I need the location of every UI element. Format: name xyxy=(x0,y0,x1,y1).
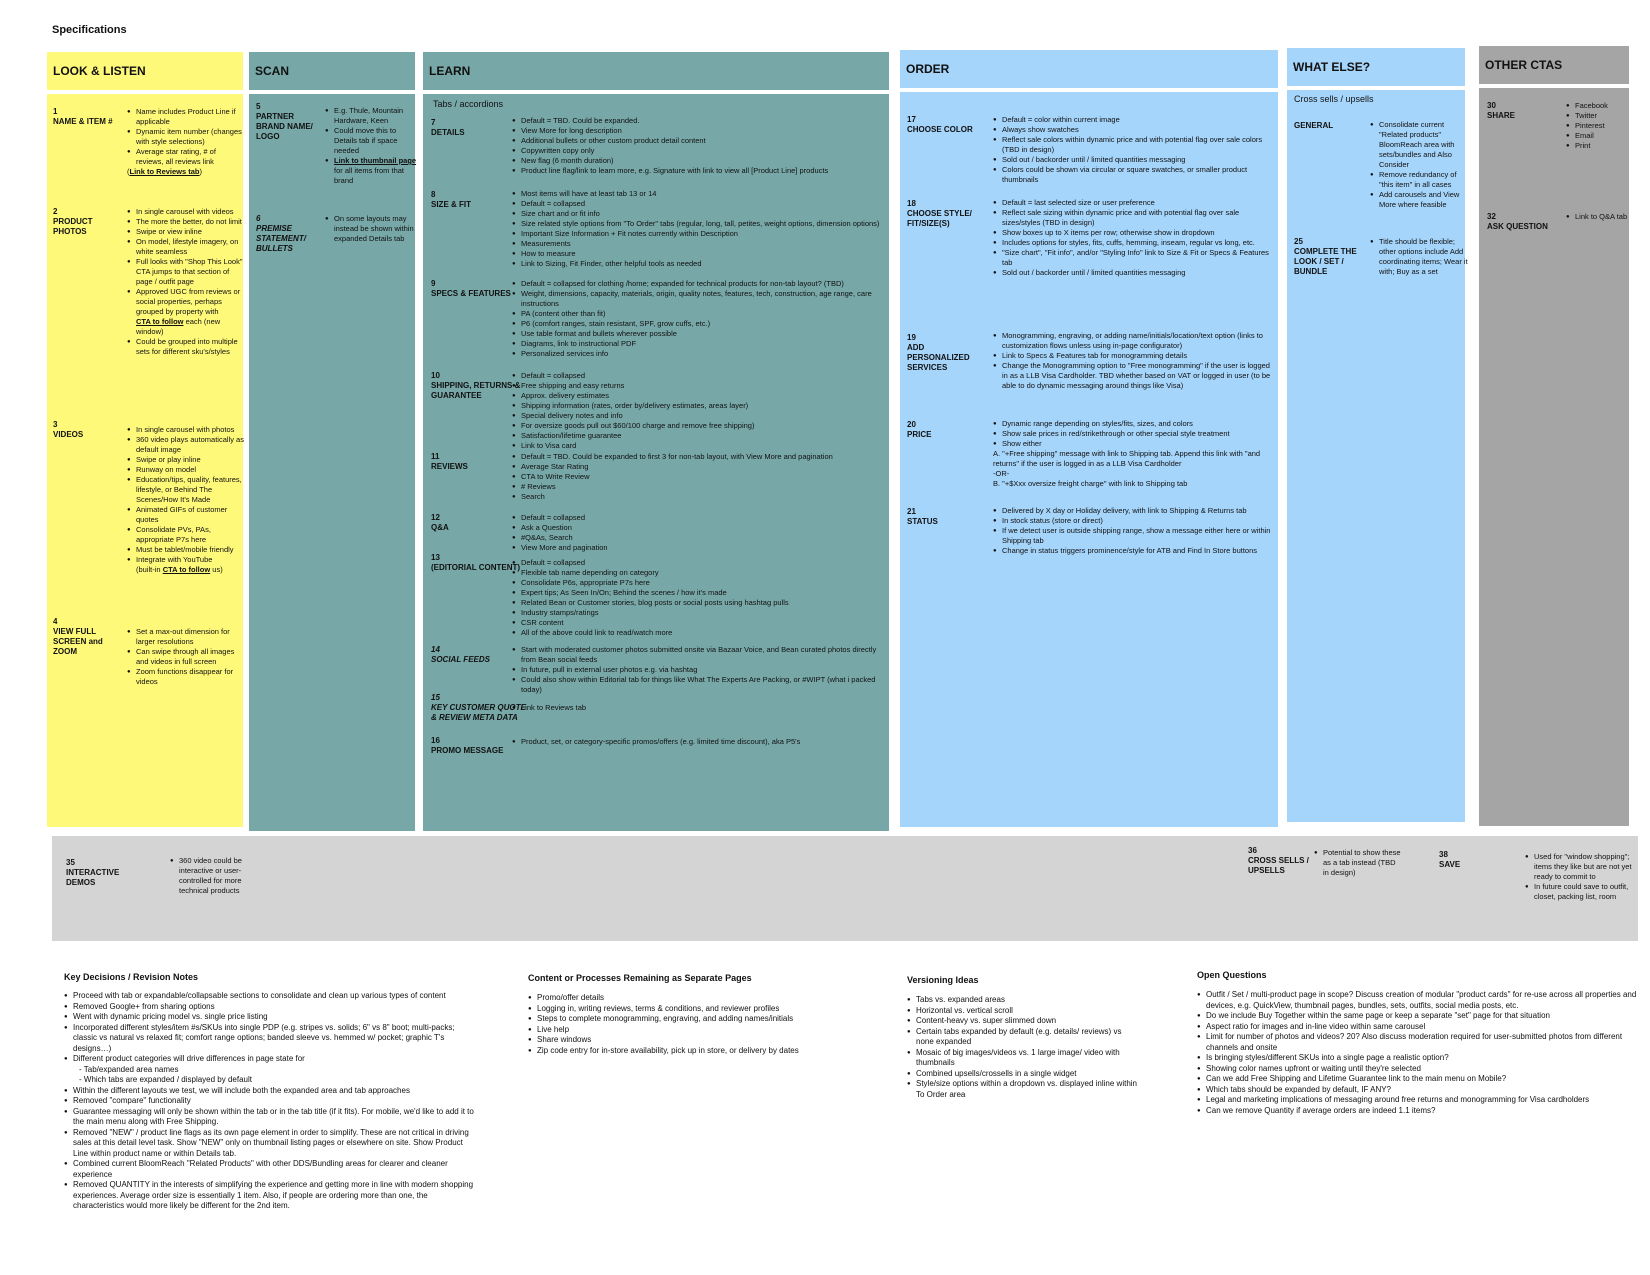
bullet-continuation: B. "+$Xxx oversize freight charge" with link to Shipping tab xyxy=(993,479,1188,488)
bullet: ● Default = collapsed xyxy=(521,199,891,209)
bullet: ● Set a max-out dimension for larger resolutions xyxy=(136,627,244,647)
bullet-list xyxy=(512,189,891,269)
bullet: ● Education/tips, quality, features, lifestyle, or Behind The Scenes/How It's Made xyxy=(136,475,244,505)
look-listen-header: LOOK & LISTEN xyxy=(47,52,243,90)
bullet-list xyxy=(512,737,891,747)
spec-name: PRICE xyxy=(907,430,932,439)
bullet: ● Link to Reviews tab xyxy=(521,703,891,713)
cta-follow-link[interactable]: CTA to follow xyxy=(162,565,211,574)
bullet: ● Always show swatches xyxy=(1002,125,1272,135)
bullet: ● Flexible tab name depending on category xyxy=(521,568,891,578)
bullet: ● Reflect sale colors within dynamic price and with potential flag over sale colors (TBD in design) xyxy=(1002,135,1272,155)
bullet: ● Pinterest xyxy=(1575,121,1635,131)
bullet-list xyxy=(993,115,1272,185)
spec-number: 21 xyxy=(907,507,916,516)
bullet-list xyxy=(1314,848,1403,878)
spec-name: SHIPPING, RETURNS & GUARANTEE xyxy=(431,381,521,400)
note-item: ● Content-heavy vs. super slimmed down xyxy=(916,1016,1141,1027)
bullet: ● Zoom functions disappear for videos xyxy=(136,667,244,687)
spec-item xyxy=(1294,121,1360,131)
cta-follow-link[interactable]: CTA to follow xyxy=(136,317,184,326)
bullet: ● Product, set, or category-specific promos/offers (e.g. limited time discount), aka P5's xyxy=(521,737,891,747)
bullet: ● Reflect sale sizing within dynamic price and with potential flag over sale sizes/styles (TBD in design) xyxy=(1002,208,1272,228)
key-decisions-title: Key Decisions / Revision Notes xyxy=(64,972,199,982)
bullet: ● Average star rating, # of reviews, all reviews link xyxy=(136,147,244,167)
bullet: ● In single carousel with photos xyxy=(136,425,244,435)
bullet: ● On some layouts may instead be shown within expanded Details tab xyxy=(334,214,418,244)
spec-item xyxy=(53,617,123,657)
bullet-list xyxy=(512,452,891,502)
spec-name: SOCIAL FEEDS xyxy=(431,655,490,664)
spec-item xyxy=(1294,237,1360,277)
learn-subheader: Tabs / accordions xyxy=(433,99,504,109)
spec-name: PRODUCT PHOTOS xyxy=(53,217,93,236)
note-item: ● Limit for number of photos and videos? 20? Also discuss moderation required for user-submitted photos from different channels and onsite xyxy=(1206,1032,1646,1053)
note-item: ● Tabs vs. expanded areas xyxy=(916,995,1141,1006)
bullet: ● In stock status (store or direct) xyxy=(1002,516,1272,526)
bullet: ● Size related style options from "To Order" tabs (regular, long, tall, petites, weight options, dimension options) xyxy=(521,219,891,229)
spec-name: SAVE xyxy=(1439,860,1461,869)
bullet-list xyxy=(325,214,418,244)
bullet: ● Measurements xyxy=(521,239,891,249)
note-item: ● Guarantee messaging will only be shown within the tab or in the tab title (if it fits). For mobile, we'd like to add it to the main menu along with Free Shipping. xyxy=(73,1107,478,1128)
bullet: ● Shipping information (rates, order by/delivery estimates, areas layer) xyxy=(521,401,891,411)
bullet: ● Includes options for styles, fits, cuffs, hemming, inseam, regular vs long, etc. xyxy=(1002,238,1272,248)
bullet: ● In single carousel with videos xyxy=(136,207,244,217)
bullet: ● All of the above could link to read/watch more xyxy=(521,628,891,638)
spec-number: 13 xyxy=(431,553,440,562)
note-item: ● Removed QUANTITY in the interests of simplifying the experience and getting more in line with modern shopping experiences. Average order size is essentially 1 item. Also, if people are ordering more than one, the characteristics would more likely be different for the 2nd item. xyxy=(73,1180,478,1212)
bullet: ● Average Star Rating xyxy=(521,462,891,472)
note-item: ● Mosaic of big images/videos vs. 1 large image/ video with thumbnails xyxy=(916,1048,1141,1069)
spec-name: SIZE & FIT xyxy=(431,200,471,209)
bullet: ● Product line flag/link to learn more, e.g. Signature with link to view all [Product Line] products xyxy=(521,166,891,176)
bullet: ● Link to Visa card xyxy=(521,441,891,451)
bullet: ● Swipe or play inline xyxy=(136,455,244,465)
spec-item xyxy=(907,199,987,229)
spec-number: 20 xyxy=(907,420,916,429)
bullet: ● Dynamic item number (changes with style selections) xyxy=(136,127,244,147)
bullet: ● Can swipe through all images and videos in full screen xyxy=(136,647,244,667)
spec-name: INTERACTIVE DEMOS xyxy=(66,868,120,887)
spec-number: 25 xyxy=(1294,237,1303,246)
spec-number: 1 xyxy=(53,107,58,116)
note-item: ● Removed "NEW" / product line flags as its own page element in order to simplify. These are not critical in driving sales at this detail level task. Show "NEW" only on thumbnail listing pages or elsewhere on site. Show Product Line within product name or within Details tab. xyxy=(73,1128,478,1160)
bullet: ● Animated GIFs of customer quotes xyxy=(136,505,244,525)
reviews-tab-link[interactable]: Link to Reviews tab xyxy=(129,167,200,176)
bullet: ● Potential to show these as a tab instead (TBD in design) xyxy=(1323,848,1403,878)
bullet: ● Default = TBD. Could be expanded to first 3 for non-tab layout, with View More and pagination xyxy=(521,452,891,462)
spec-number: 32 xyxy=(1487,212,1496,221)
thumbnail-page-link[interactable]: Link to thumbnail page xyxy=(334,156,417,165)
spec-name: ADD PERSONALIZED SERVICES xyxy=(907,343,970,372)
spec-number: 2 xyxy=(53,207,58,216)
bullet-continuation xyxy=(136,317,244,337)
bullet: ● Colors could be shown via circular or square swatches, or smaller product thumbnails xyxy=(1002,165,1272,185)
bullet: ● View More for long description xyxy=(521,126,891,136)
bullet: ● The more the better, do not limit xyxy=(136,217,244,227)
bullet: ● Link to Sizing, Fit Finder, other helpful tools as needed xyxy=(521,259,891,269)
bullet: ● E.g. Thule, Mountain Hardware, Keen xyxy=(334,106,418,126)
bullet-list xyxy=(127,107,244,177)
bullet: ● Default = collapsed xyxy=(521,371,891,381)
spec-item xyxy=(53,207,123,237)
spec-number: 3 xyxy=(53,420,58,429)
spec-name: KEY CUSTOMER QUOTE & REVIEW META DATA xyxy=(431,703,526,722)
bullet: ● Change the Monogramming option to "Free monogramming" if the user is logged in as a LLB Visa Cardholder. TBD whether based on VAT or logged in user (to be able to do dynamic messaging around things like Visa) xyxy=(1002,361,1272,391)
bullet: ● Full looks with "Shop This Look" CTA jumps to that section of page / outfit page xyxy=(136,257,244,287)
note-item: ● Combined upsells/crossells in a single widget xyxy=(916,1069,1141,1080)
scan-header: SCAN xyxy=(249,52,415,90)
bullet: ● Change in status triggers prominence/style for ATB and Find In Store buttons xyxy=(1002,546,1272,556)
spec-number: 10 xyxy=(431,371,440,380)
bullet: ● On model, lifestyle imagery, on white seamless xyxy=(136,237,244,257)
bullet: ● Show either xyxy=(1002,439,1272,449)
bullet: ● Ask a Question xyxy=(521,523,891,533)
bullet: ● Special delivery notes and info xyxy=(521,411,891,421)
bullet: ● Email xyxy=(1575,131,1635,141)
note-item: ● Went with dynamic pricing model vs. single price listing xyxy=(73,1012,478,1023)
note-item: ● Do we include Buy Together within the same page or keep a separate "set" page for that situation xyxy=(1206,1011,1646,1022)
bullet: ● Integrate with YouTube xyxy=(136,555,244,565)
spec-item xyxy=(907,420,987,440)
note-item: ● Can we remove Quantity if average orders are indeed 1.1 items? xyxy=(1206,1106,1646,1117)
spec-name: SPECS & FEATURES xyxy=(431,289,511,298)
bullet: ● For oversize goods pull out $60/100 charge and remove free shipping) xyxy=(521,421,891,431)
note-item: ● Proceed with tab or expandable/collapsable sections to consolidate and clean up various types of content xyxy=(73,991,478,1002)
bullet: ● Add carousels and View More where feasible xyxy=(1379,190,1469,210)
note-item: ● Share windows xyxy=(537,1035,877,1046)
spec-name: PARTNER BRAND NAME/ LOGO xyxy=(256,112,313,141)
bullet-list xyxy=(127,207,244,357)
note-item: ● Steps to complete monogramming, engraving, and adding names/initials xyxy=(537,1014,877,1025)
note-item: - Which tabs are expanded / displayed by default xyxy=(79,1075,252,1084)
spec-item xyxy=(1487,101,1559,121)
note-item: ● Combined current BloomReach "Related Products" with other DDS/Bundling areas for clearer and cleaner experience xyxy=(73,1159,478,1180)
note-item: ● Removed Google+ from sharing options xyxy=(73,1002,478,1013)
content-processes-list xyxy=(528,993,877,1056)
link-suffix: each (new window) xyxy=(136,317,221,336)
note-item: ● Live help xyxy=(537,1025,877,1036)
bullet: ● # Reviews xyxy=(521,482,891,492)
link-prefix: (built-in xyxy=(136,565,163,574)
spec-name: VIDEOS xyxy=(53,430,84,439)
page-title: Specifications xyxy=(52,24,127,36)
bullet: ● Sold out / backorder until / limited quantities messaging xyxy=(1002,155,1272,165)
bullet: ● P6 (comfort ranges, stain resistant, SPF, grow cuffs, etc.) xyxy=(521,319,891,329)
note-item: ● Showing color names upfront or waiting until they're selected xyxy=(1206,1064,1646,1075)
bullet: ● Diagrams, link to instructional PDF xyxy=(521,339,891,349)
bullet-list xyxy=(1370,120,1469,210)
bullet: ● Runway on model xyxy=(136,465,244,475)
spec-number: 7 xyxy=(431,118,436,127)
spec-name: GENERAL xyxy=(1294,121,1334,130)
bullet: ● Link to Specs & Features tab for monogramming details xyxy=(1002,351,1272,361)
spec-item xyxy=(53,420,123,440)
link-suffix: us) xyxy=(210,565,223,574)
spec-number: 30 xyxy=(1487,101,1496,110)
bullet: ● #Q&As, Search xyxy=(521,533,891,543)
note-item: ● Incorporated different styles/item #s/SKUs into single PDP (e.g. stripes vs. solids; 6" vs 8" boot; multi-packs; classic vs natural vs relaxed fit; comfort range options; banded sleeve vs. hemmed w/ pocket; graphic T's designs…) xyxy=(73,1023,478,1055)
bullet: ● Size chart and or fit info xyxy=(521,209,891,219)
note-item: ● Logging in, writing reviews, terms & conditions, and reviewer profiles xyxy=(537,1004,877,1015)
spec-number: 14 xyxy=(431,645,440,654)
bullet: ● Default = color within current image xyxy=(1002,115,1272,125)
note-item: ● Certain tabs expanded by default (e.g. details/ reviews) vs none expanded xyxy=(916,1027,1141,1048)
spec-name: CHOOSE STYLE/ FIT/SIZE(S) xyxy=(907,209,972,228)
bullet: ● Twitter xyxy=(1575,111,1635,121)
versioning-list xyxy=(907,995,1141,1100)
spec-item xyxy=(53,107,123,127)
bullet-continuation: A. "+Free shipping" message with link to Shipping tab. Append this link with "and returns" if the user is logged in as a LLB Visa Cardholder xyxy=(993,449,1261,468)
bullet: ● Sold out / backorder until / limited quantities messaging xyxy=(1002,268,1272,278)
bullet: ● Title should be flexible; other options include Add coordinating items; Wear it with; Buy as a set xyxy=(1379,237,1469,277)
bullet: ● CSR content xyxy=(521,618,891,628)
other-ctas-header: OTHER CTAS xyxy=(1479,46,1629,84)
spec-number: 6 xyxy=(256,214,261,223)
bullet: ● Dynamic range depending on styles/fits, sizes, and colors xyxy=(1002,419,1272,429)
bullet: ● 360 video could be interactive or user-controlled for more technical products xyxy=(179,856,269,896)
bullet: ● Use table format and bullets wherever possible xyxy=(521,329,891,339)
look-listen-column xyxy=(47,52,243,827)
bullet-list xyxy=(1566,212,1635,222)
bullet-list xyxy=(1370,237,1469,277)
spec-item xyxy=(907,507,987,527)
spec-number: 17 xyxy=(907,115,916,124)
bullet-list xyxy=(170,856,269,896)
bullet: ● Must be tablet/mobile friendly xyxy=(136,545,244,555)
bullet-list xyxy=(993,331,1272,391)
open-questions-list xyxy=(1197,990,1646,1116)
note-item: ● Removed "compare" functionality xyxy=(73,1096,478,1107)
spec-item xyxy=(256,214,322,254)
spec-number: 16 xyxy=(431,736,440,745)
bullet: ● Default = collapsed xyxy=(521,558,891,568)
note-item: ● Can we add Free Shipping and Lifetime Guarantee link to the main menu on Mobile? xyxy=(1206,1074,1646,1085)
bullet: ● Search xyxy=(521,492,891,502)
spec-number: 11 xyxy=(431,452,440,461)
spec-number: 35 xyxy=(66,858,75,867)
bullet: ● Industry stamps/ratings xyxy=(521,608,891,618)
bullet: ● Weight, dimensions, capacity, materials, origin, quality notes, features, tech, construction, age range, care instructions xyxy=(521,289,891,309)
bullet: ● In future, pull in external user photos e.g. via hashtag xyxy=(521,665,891,675)
spec-name: CROSS SELLS / UPSELLS xyxy=(1248,856,1309,875)
scan-column xyxy=(249,52,415,831)
bullet-list xyxy=(127,627,244,687)
note-item: ● Which tabs should be expanded by default, IF ANY? xyxy=(1206,1085,1646,1096)
bullet: ● Remove redundancy of "this item" in all cases xyxy=(1379,170,1469,190)
other-ctas-column xyxy=(1479,46,1629,826)
bullet-list xyxy=(993,419,1272,489)
bullet-list xyxy=(512,279,891,359)
link-suffix: for all items from that brand xyxy=(334,166,405,185)
bullet: ● Additional bullets or other custom product detail content xyxy=(521,136,891,146)
bullet-list xyxy=(993,198,1272,278)
note-item: ● Promo/offer details xyxy=(537,993,877,1004)
bullet: ● New flag (6 month duration) xyxy=(521,156,891,166)
bullet: ● View More and pagination xyxy=(521,543,891,553)
what-else-header: WHAT ELSE? xyxy=(1287,48,1465,86)
spec-number: 12 xyxy=(431,513,440,522)
bullet: ● Personalized services info xyxy=(521,349,891,359)
bullet: ● Consolidate PVs, PAs, appropriate P7s here xyxy=(136,525,244,545)
note-item: ● Outfit / Set / multi-product page in scope? Discuss creation of modular "product cards" for re-use across all properties and devices, e.g. QuickView, thumbnail pages, bundles, sets, outfits, social media posts, etc. xyxy=(1206,990,1646,1011)
bullet: ● Approx. delivery estimates xyxy=(521,391,891,401)
bullet: ● Consolidate P6s, appropriate P7s here xyxy=(521,578,891,588)
spec-item xyxy=(907,115,987,135)
note-item: ● Legal and marketing implications of messaging around free returns and monogramming for Visa cardholders xyxy=(1206,1095,1646,1106)
content-processes-title: Content or Processes Remaining as Separate Pages xyxy=(528,973,752,983)
spec-number: 8 xyxy=(431,190,436,199)
scan-body xyxy=(249,94,415,831)
bullet-list xyxy=(127,425,244,575)
bullet: ● Copywritten copy only xyxy=(521,146,891,156)
note-item: ● Zip code entry for in-store availability, pick up in store, or delivery by dates xyxy=(537,1046,877,1057)
what-else-subheader: Cross sells / upsells xyxy=(1294,94,1374,104)
bullet: ● Default = collapsed for clothing /home; expanded for technical products for non-tab layout? (TBD) xyxy=(521,279,891,289)
spec-name: CHOOSE COLOR xyxy=(907,125,973,134)
spec-number: 18 xyxy=(907,199,916,208)
spec-item xyxy=(1248,846,1310,876)
spec-number: 38 xyxy=(1439,850,1448,859)
key-decisions-list xyxy=(64,991,478,1212)
order-header: ORDER xyxy=(900,50,1278,88)
bullet-continuation: -OR- xyxy=(993,469,1010,478)
note-item: ● Style/size options within a dropdown vs. displayed inline within To Order area xyxy=(916,1079,1141,1100)
spec-item xyxy=(1487,212,1559,232)
bullet-list xyxy=(993,506,1272,556)
bullet-list xyxy=(1525,852,1634,902)
bullet-list xyxy=(512,558,891,638)
bullet: ● "Size chart", "Fit info", and/or "Styling Info" link to Size & Fit or Specs & Features tab xyxy=(1002,248,1272,268)
spec-name: VIEW FULL SCREEN and ZOOM xyxy=(53,627,103,656)
spec-name: ASK QUESTION xyxy=(1487,222,1548,231)
bullet: ● Show boxes up to X items per row; otherwise show in dropdown xyxy=(1002,228,1272,238)
bullet: ● Expert tips; As Seen In/On; Behind the scenes / how it's made xyxy=(521,588,891,598)
bullet-list xyxy=(512,513,891,553)
bullet: ● Related Bean or Customer stories, blog posts or social posts using hashtag pulls xyxy=(521,598,891,608)
spec-name: NAME & ITEM # xyxy=(53,117,113,126)
spec-name: DETAILS xyxy=(431,128,465,137)
spec-number: 19 xyxy=(907,333,916,342)
spec-name: STATUS xyxy=(907,517,938,526)
spec-number: 36 xyxy=(1248,846,1257,855)
bullet-list xyxy=(512,371,891,451)
bullet: ● Could also show within Editorial tab for things like What The Experts Are Packing, or #WIPT (what i packed today) xyxy=(521,675,891,695)
link-suffix: ) xyxy=(199,167,203,176)
bullet: ● Could move this to Details tab if space needed xyxy=(334,126,418,156)
bullet: ● Delivered by X day or Holiday delivery, with link to Shipping & Returns tab xyxy=(1002,506,1272,516)
spec-name: PROMO MESSAGE xyxy=(431,746,504,755)
spec-name: COMPLETE THE LOOK / SET / BUNDLE xyxy=(1294,247,1357,276)
spec-name: PREMISE STATEMENT/ BULLETS xyxy=(256,224,306,253)
bullet: ● Start with moderated customer photos submitted onsite via Bazaar Voice, and Bean curated photos directly from Bean social feeds xyxy=(521,645,891,665)
spec-item xyxy=(907,333,987,373)
bullet: ● Free shipping and easy returns xyxy=(521,381,891,391)
bullet: ● Most items will have at least tab 13 or 14 xyxy=(521,189,891,199)
versioning-title: Versioning Ideas xyxy=(907,975,979,985)
bullet: ● Could be grouped into multiple sets for different sku's/styles xyxy=(136,337,244,357)
bullet: ● PA (content other than fit) xyxy=(521,309,891,319)
note-item: - Tab/expanded area names xyxy=(79,1064,179,1074)
spec-number: 5 xyxy=(256,102,261,111)
note-item: ● Different product categories will drive differences in page state for xyxy=(73,1054,478,1065)
bullet: ● Print xyxy=(1575,141,1635,151)
spec-number: 4 xyxy=(53,617,58,626)
note-item: ● Is bringing styles/different SKUs into a single page a realistic option? xyxy=(1206,1053,1646,1064)
spec-number: 15 xyxy=(431,693,440,702)
bullet: ● Used for "window shopping"; items they like but are not yet ready to commit to xyxy=(1534,852,1634,882)
note-item: ● Horizontal vs. vertical scroll xyxy=(916,1006,1141,1017)
bullet: ● 360 video plays automatically as default image xyxy=(136,435,244,455)
bullet: ● Show sale prices in red/strikethrough or other special style treatment xyxy=(1002,429,1272,439)
bullet: ● Consolidate current "Related products" BloomReach area with sets/bundles and Also Consider xyxy=(1379,120,1469,170)
bullet: ● Name includes Product Line if applicable xyxy=(136,107,244,127)
open-questions-title: Open Questions xyxy=(1197,970,1267,980)
bullet: ● Swipe or view inline xyxy=(136,227,244,237)
bullet: ● Facebook xyxy=(1575,101,1635,111)
bullet: ● CTA to Write Review xyxy=(521,472,891,482)
spec-number: 9 xyxy=(431,279,436,288)
bullet: ● How to measure xyxy=(521,249,891,259)
bullet: ● Monogramming, engraving, or adding name/initials/location/text option (links to customization flows unless using in-page configurator) xyxy=(1002,331,1272,351)
bullet: ● If we detect user is outside shipping range, show a message either here or within Shipping tab xyxy=(1002,526,1272,546)
spec-item xyxy=(66,858,128,888)
bullet: ● In future could save to outfit, closet, packing list, room xyxy=(1534,882,1634,902)
spec-name: SHARE xyxy=(1487,111,1516,120)
bullet: ● Default = TBD. Could be expanded. xyxy=(521,116,891,126)
spec-name: Q&A xyxy=(431,523,449,532)
link-prefix: ( xyxy=(127,167,130,176)
spec-name: (EDITORIAL CONTENT) xyxy=(431,563,521,572)
bullet: ● Satisfaction/lifetime guarantee xyxy=(521,431,891,441)
learn-header: LEARN xyxy=(423,52,889,90)
bullet-list xyxy=(1566,101,1635,151)
spec-item xyxy=(256,102,322,142)
bullet-list xyxy=(512,116,891,176)
bullet: ● Default = collapsed xyxy=(521,513,891,523)
bullet-list xyxy=(512,703,891,713)
bullet-list xyxy=(325,106,418,186)
note-item: ● Aspect ratio for images and in-line video within same carousel xyxy=(1206,1022,1646,1033)
bullet: ● Important Size Information + Fit notes currently within Description xyxy=(521,229,891,239)
bullet-continuation xyxy=(127,167,244,177)
bullet: ● Approved UGC from reviews or social properties, perhaps grouped by property with xyxy=(136,287,244,317)
other-ctas-body xyxy=(1479,88,1629,826)
bullet xyxy=(334,156,418,186)
note-item: ● Within the different layouts we test, we will include both the expanded area and tab approaches xyxy=(73,1086,478,1097)
bullet: ● Default = last selected size or user preference xyxy=(1002,198,1272,208)
spec-item xyxy=(1439,850,1501,870)
spec-name: REVIEWS xyxy=(431,462,468,471)
bullet-list xyxy=(512,645,891,695)
bullet-continuation xyxy=(136,565,244,575)
bullet: ● Link to Q&A tab xyxy=(1575,212,1635,222)
